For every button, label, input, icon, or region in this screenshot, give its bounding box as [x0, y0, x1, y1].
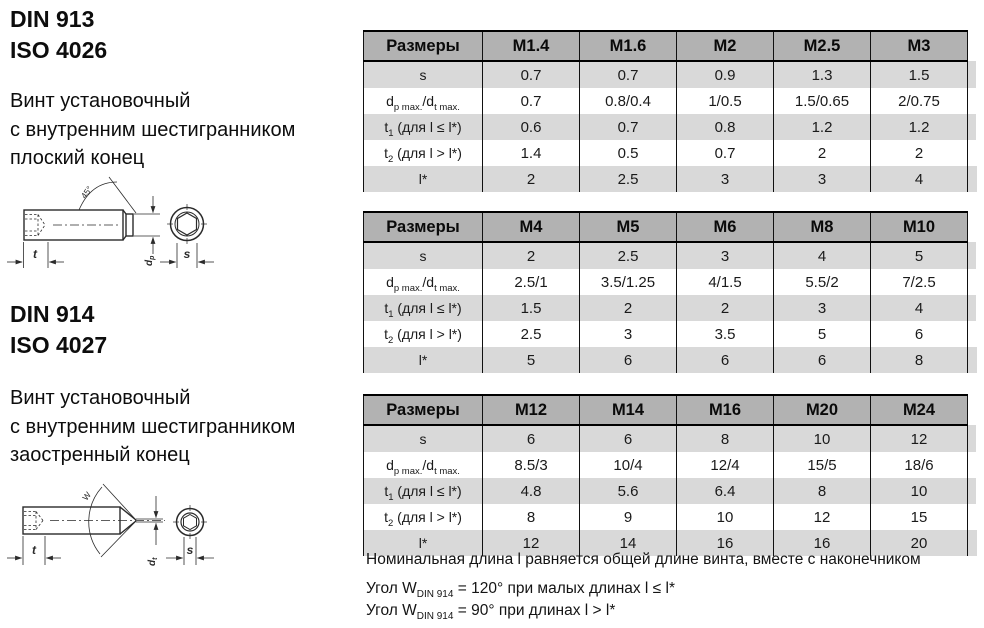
row-label [364, 242, 483, 269]
point-angle-label: W [80, 489, 94, 503]
spill-cell [968, 61, 977, 88]
table-cell: 15 [871, 504, 968, 530]
subscript-text: p max. [393, 101, 423, 113]
table-cell: 0.7 [483, 61, 580, 88]
table-cell: 12 [774, 504, 871, 530]
table-cell: 2 [677, 295, 774, 321]
standard-heading-din913 [10, 4, 107, 66]
table-row [364, 425, 977, 452]
text-segment: d [386, 274, 394, 290]
spill-cell [968, 452, 977, 478]
table-row [364, 61, 977, 88]
end-view-flat [167, 204, 207, 244]
text-segment: t [384, 326, 388, 342]
table-cell: 10 [677, 504, 774, 530]
text-segment: (для l > l*) [393, 509, 462, 525]
hex-socket-hidden-lines [24, 512, 43, 530]
table-cell: 8 [871, 347, 968, 373]
socket-depth-label: t [33, 247, 37, 261]
table-cell: 9 [580, 504, 677, 530]
row-label [364, 347, 483, 373]
dimension-table-medium-sizes [363, 211, 977, 373]
din-number: DIN 913 [10, 6, 95, 32]
table-cell: 6 [677, 347, 774, 373]
description-line: с внутренним шестигранником [10, 118, 296, 141]
screw-description-flat-point [10, 87, 295, 173]
table-cell: 2.5 [580, 242, 677, 269]
table-cell: 5.6 [580, 478, 677, 504]
text-segment: Угол W [366, 602, 417, 619]
table-cell: 0.8/0.4 [580, 88, 677, 114]
spill-cell [968, 166, 977, 192]
table-cell: 0.7 [483, 88, 580, 114]
table-corner-header: Размеры [364, 31, 483, 61]
row-label [364, 140, 483, 166]
row-label [364, 504, 483, 530]
column-header-M3: M3 [871, 31, 968, 61]
table-cell: 12/4 [677, 452, 774, 478]
subscript-text: 2 [387, 153, 394, 165]
socket-depth-label: t [32, 543, 36, 557]
table-row [364, 114, 977, 140]
hex-socket-hidden-lines [25, 215, 45, 236]
standard-heading-din914 [10, 299, 107, 361]
table-cell: 2 [483, 242, 580, 269]
centerline-ticks [167, 204, 207, 244]
row-label [364, 478, 483, 504]
subscript-text: DIN 914 [416, 589, 454, 601]
table-cell: 2.5 [580, 166, 677, 192]
screw-description-cone-point [10, 384, 295, 470]
description-line: заостренный конец [10, 444, 190, 466]
text-segment: t [384, 509, 388, 525]
column-header-M16: M16 [677, 395, 774, 425]
text-segment: /d [422, 93, 435, 109]
table-cell: 6 [580, 347, 677, 373]
description-line: с внутренним шестигранником [10, 415, 296, 438]
subscript-text: 2 [387, 334, 394, 346]
table-cell: 8 [677, 425, 774, 452]
spill-cell [968, 242, 977, 269]
spill-cell [968, 347, 977, 373]
dimension-table-small-sizes [363, 30, 977, 192]
size-table [363, 394, 977, 556]
table-cell: 2 [871, 140, 968, 166]
table-cell: 2 [774, 140, 871, 166]
table-cell: 4.8 [483, 478, 580, 504]
table-cell: 3 [677, 242, 774, 269]
subscript-text: DIN 914 [416, 611, 454, 623]
table-cell: 10 [871, 478, 968, 504]
text-segment: d [386, 93, 394, 109]
iso-number: ISO 4027 [10, 332, 108, 358]
text-segment: (для l > l*) [393, 326, 462, 342]
column-header-M5: M5 [580, 212, 677, 242]
table-cell: 10 [774, 425, 871, 452]
subscript-text: p max. [393, 465, 423, 477]
text-segment: l* [418, 535, 428, 551]
table-cell: 0.7 [580, 114, 677, 140]
table-corner-header: Размеры [364, 212, 483, 242]
table-cell: 1.3 [774, 61, 871, 88]
table-row [364, 140, 977, 166]
flat-tip-diameter-label: $d_p$ [144, 255, 156, 266]
column-header-M24: M24 [871, 395, 968, 425]
spill-cell [968, 140, 977, 166]
table-row [364, 452, 977, 478]
description-line: Винт установочный [10, 90, 191, 112]
row-label [364, 166, 483, 192]
point-angle-annotation [89, 484, 136, 557]
column-header-M2: M2 [677, 31, 774, 61]
table-row [364, 321, 977, 347]
row-label [364, 88, 483, 114]
table-row [364, 166, 977, 192]
text-segment: s [419, 248, 427, 264]
table-cell: 8 [483, 504, 580, 530]
table-cell: 2/0.75 [871, 88, 968, 114]
column-header-M14: M14 [580, 395, 677, 425]
table-cell: 16 [774, 530, 871, 556]
text-segment: t [384, 483, 389, 499]
text-segment: = 90° при длинах l > l* [453, 602, 616, 619]
end-view-cone [173, 505, 207, 539]
spill-cell [968, 114, 977, 140]
column-header-M6: M6 [677, 212, 774, 242]
text-segment: = 120° при малых длинах l ≤ l* [453, 580, 675, 597]
table-cell: 1.2 [871, 114, 968, 140]
table-cell: 3 [580, 321, 677, 347]
spill-cell [968, 212, 977, 242]
spill-cell [968, 425, 977, 452]
table-cell: 4/1.5 [677, 269, 774, 295]
row-label [364, 425, 483, 452]
spill-cell [968, 269, 977, 295]
text-segment: s [419, 67, 427, 83]
table-cell: 14 [580, 530, 677, 556]
table-cell: 0.9 [677, 61, 774, 88]
table-cell: 3 [774, 166, 871, 192]
table-cell: 2.5/1 [483, 269, 580, 295]
text-segment: (для l ≤ l*) [393, 300, 462, 316]
size-table [363, 211, 977, 373]
text-segment: l* [418, 171, 428, 187]
table-corner-header: Размеры [364, 395, 483, 425]
text-segment: t [384, 300, 389, 316]
table-cell: 15/5 [774, 452, 871, 478]
column-header-M1.4: M1.4 [483, 31, 580, 61]
cone-tip-diameter-label: $d_t$ [147, 557, 159, 566]
table-cell: 2 [580, 295, 677, 321]
din-number: DIN 914 [10, 301, 95, 327]
table-cell: 8 [774, 478, 871, 504]
subscript-text: 1 [388, 491, 394, 503]
table-cell: 6.4 [677, 478, 774, 504]
text-segment: Угол W [366, 580, 417, 597]
table-row [364, 478, 977, 504]
centerline-ticks [173, 505, 207, 539]
iso-number: ISO 4026 [10, 37, 108, 63]
subscript-text: t max. [434, 282, 460, 294]
row-label [364, 321, 483, 347]
table-cell: 16 [677, 530, 774, 556]
spill-cell [968, 395, 977, 425]
table-row [364, 269, 977, 295]
text-segment: /d [422, 274, 435, 290]
text-segment: (для l > l*) [393, 145, 462, 161]
table-cell: 0.7 [580, 61, 677, 88]
description-line: плоский конец [10, 147, 145, 169]
dimension-table-large-sizes [363, 394, 977, 556]
table-cell: 3 [774, 295, 871, 321]
table-cell: 1.5 [871, 61, 968, 88]
spill-cell [968, 88, 977, 114]
text-segment: (для l ≤ l*) [393, 483, 462, 499]
row-label [364, 114, 483, 140]
table-cell: 1.5 [483, 295, 580, 321]
subscript-text: t max. [434, 465, 460, 477]
table-cell: 2 [483, 166, 580, 192]
column-header-M10: M10 [871, 212, 968, 242]
column-header-M2.5: M2.5 [774, 31, 871, 61]
row-label [364, 269, 483, 295]
spill-cell [968, 295, 977, 321]
description-line: Винт установочный [10, 387, 191, 409]
hex-socket-outline [184, 515, 197, 530]
text-segment: d [386, 457, 394, 473]
table-row [364, 295, 977, 321]
table-cell: 5 [483, 347, 580, 373]
column-header-M12: M12 [483, 395, 580, 425]
size-table [363, 30, 977, 192]
table-cell: 1.4 [483, 140, 580, 166]
row-label [364, 61, 483, 88]
table-cell: 6 [774, 347, 871, 373]
text-segment: Номинальная длина l равняется общей длине винта, вместе с наконечником [366, 551, 921, 568]
table-cell: 12 [871, 425, 968, 452]
table-cell: 12 [483, 530, 580, 556]
table-cell: 3 [677, 166, 774, 192]
cone-point-screw-drawing [5, 478, 235, 578]
table-cell: 4 [774, 242, 871, 269]
spill-cell [968, 31, 977, 61]
table-cell: 5.5/2 [774, 269, 871, 295]
table-cell: 0.5 [580, 140, 677, 166]
table-cell: 2.5 [483, 321, 580, 347]
table-cell: 3.5/1.25 [580, 269, 677, 295]
table-cell: 8.5/3 [483, 452, 580, 478]
table-cell: 18/6 [871, 452, 968, 478]
text-segment: (для l ≤ l*) [393, 119, 462, 135]
text-segment: l* [418, 352, 428, 368]
table-cell: 7/2.5 [871, 269, 968, 295]
row-label [364, 452, 483, 478]
chamfer-angle-label: 45° [78, 184, 95, 201]
note-nominal-length [366, 551, 921, 569]
table-cell: 10/4 [580, 452, 677, 478]
subscript-text: 2 [387, 517, 394, 529]
text-segment: /d [422, 457, 435, 473]
table-cell: 6 [580, 425, 677, 452]
table-cell: 5 [774, 321, 871, 347]
table-cell: 6 [871, 321, 968, 347]
text-segment: t [384, 119, 389, 135]
spill-cell [968, 478, 977, 504]
table-cell: 20 [871, 530, 968, 556]
table-cell: 1.2 [774, 114, 871, 140]
hex-key-size-label: s [183, 247, 191, 261]
subscript-text: p max. [393, 282, 423, 294]
subscript-text: 1 [388, 127, 394, 139]
table-cell: 3.5 [677, 321, 774, 347]
note-angle-90 [366, 602, 616, 623]
column-header-M4: M4 [483, 212, 580, 242]
spill-cell [968, 321, 977, 347]
hex-key-size-label: s [186, 543, 194, 557]
table-cell: 4 [871, 166, 968, 192]
table-cell: 6 [483, 425, 580, 452]
table-cell: 1/0.5 [677, 88, 774, 114]
table-cell: 0.8 [677, 114, 774, 140]
table-cell: 5 [871, 242, 968, 269]
hex-socket-outline [178, 213, 197, 235]
flat-tip-diameter-dimension [134, 196, 160, 254]
spill-cell [968, 504, 977, 530]
table-row [364, 347, 977, 373]
subscript-text: t max. [434, 101, 460, 113]
column-header-M8: M8 [774, 212, 871, 242]
text-segment: s [419, 431, 427, 447]
table-row [364, 88, 977, 114]
flat-point-screw-drawing [5, 170, 235, 305]
table-cell: 0.6 [483, 114, 580, 140]
column-header-M20: M20 [774, 395, 871, 425]
note-angle-120 [366, 580, 675, 601]
table-cell: 4 [871, 295, 968, 321]
table-cell: 0.7 [677, 140, 774, 166]
row-label [364, 295, 483, 321]
table-cell: 1.5/0.65 [774, 88, 871, 114]
column-header-M1.6: M1.6 [580, 31, 677, 61]
table-row [364, 504, 977, 530]
table-row [364, 242, 977, 269]
subscript-text: 1 [388, 308, 394, 320]
text-segment: t [384, 145, 388, 161]
spill-cell [968, 530, 977, 556]
